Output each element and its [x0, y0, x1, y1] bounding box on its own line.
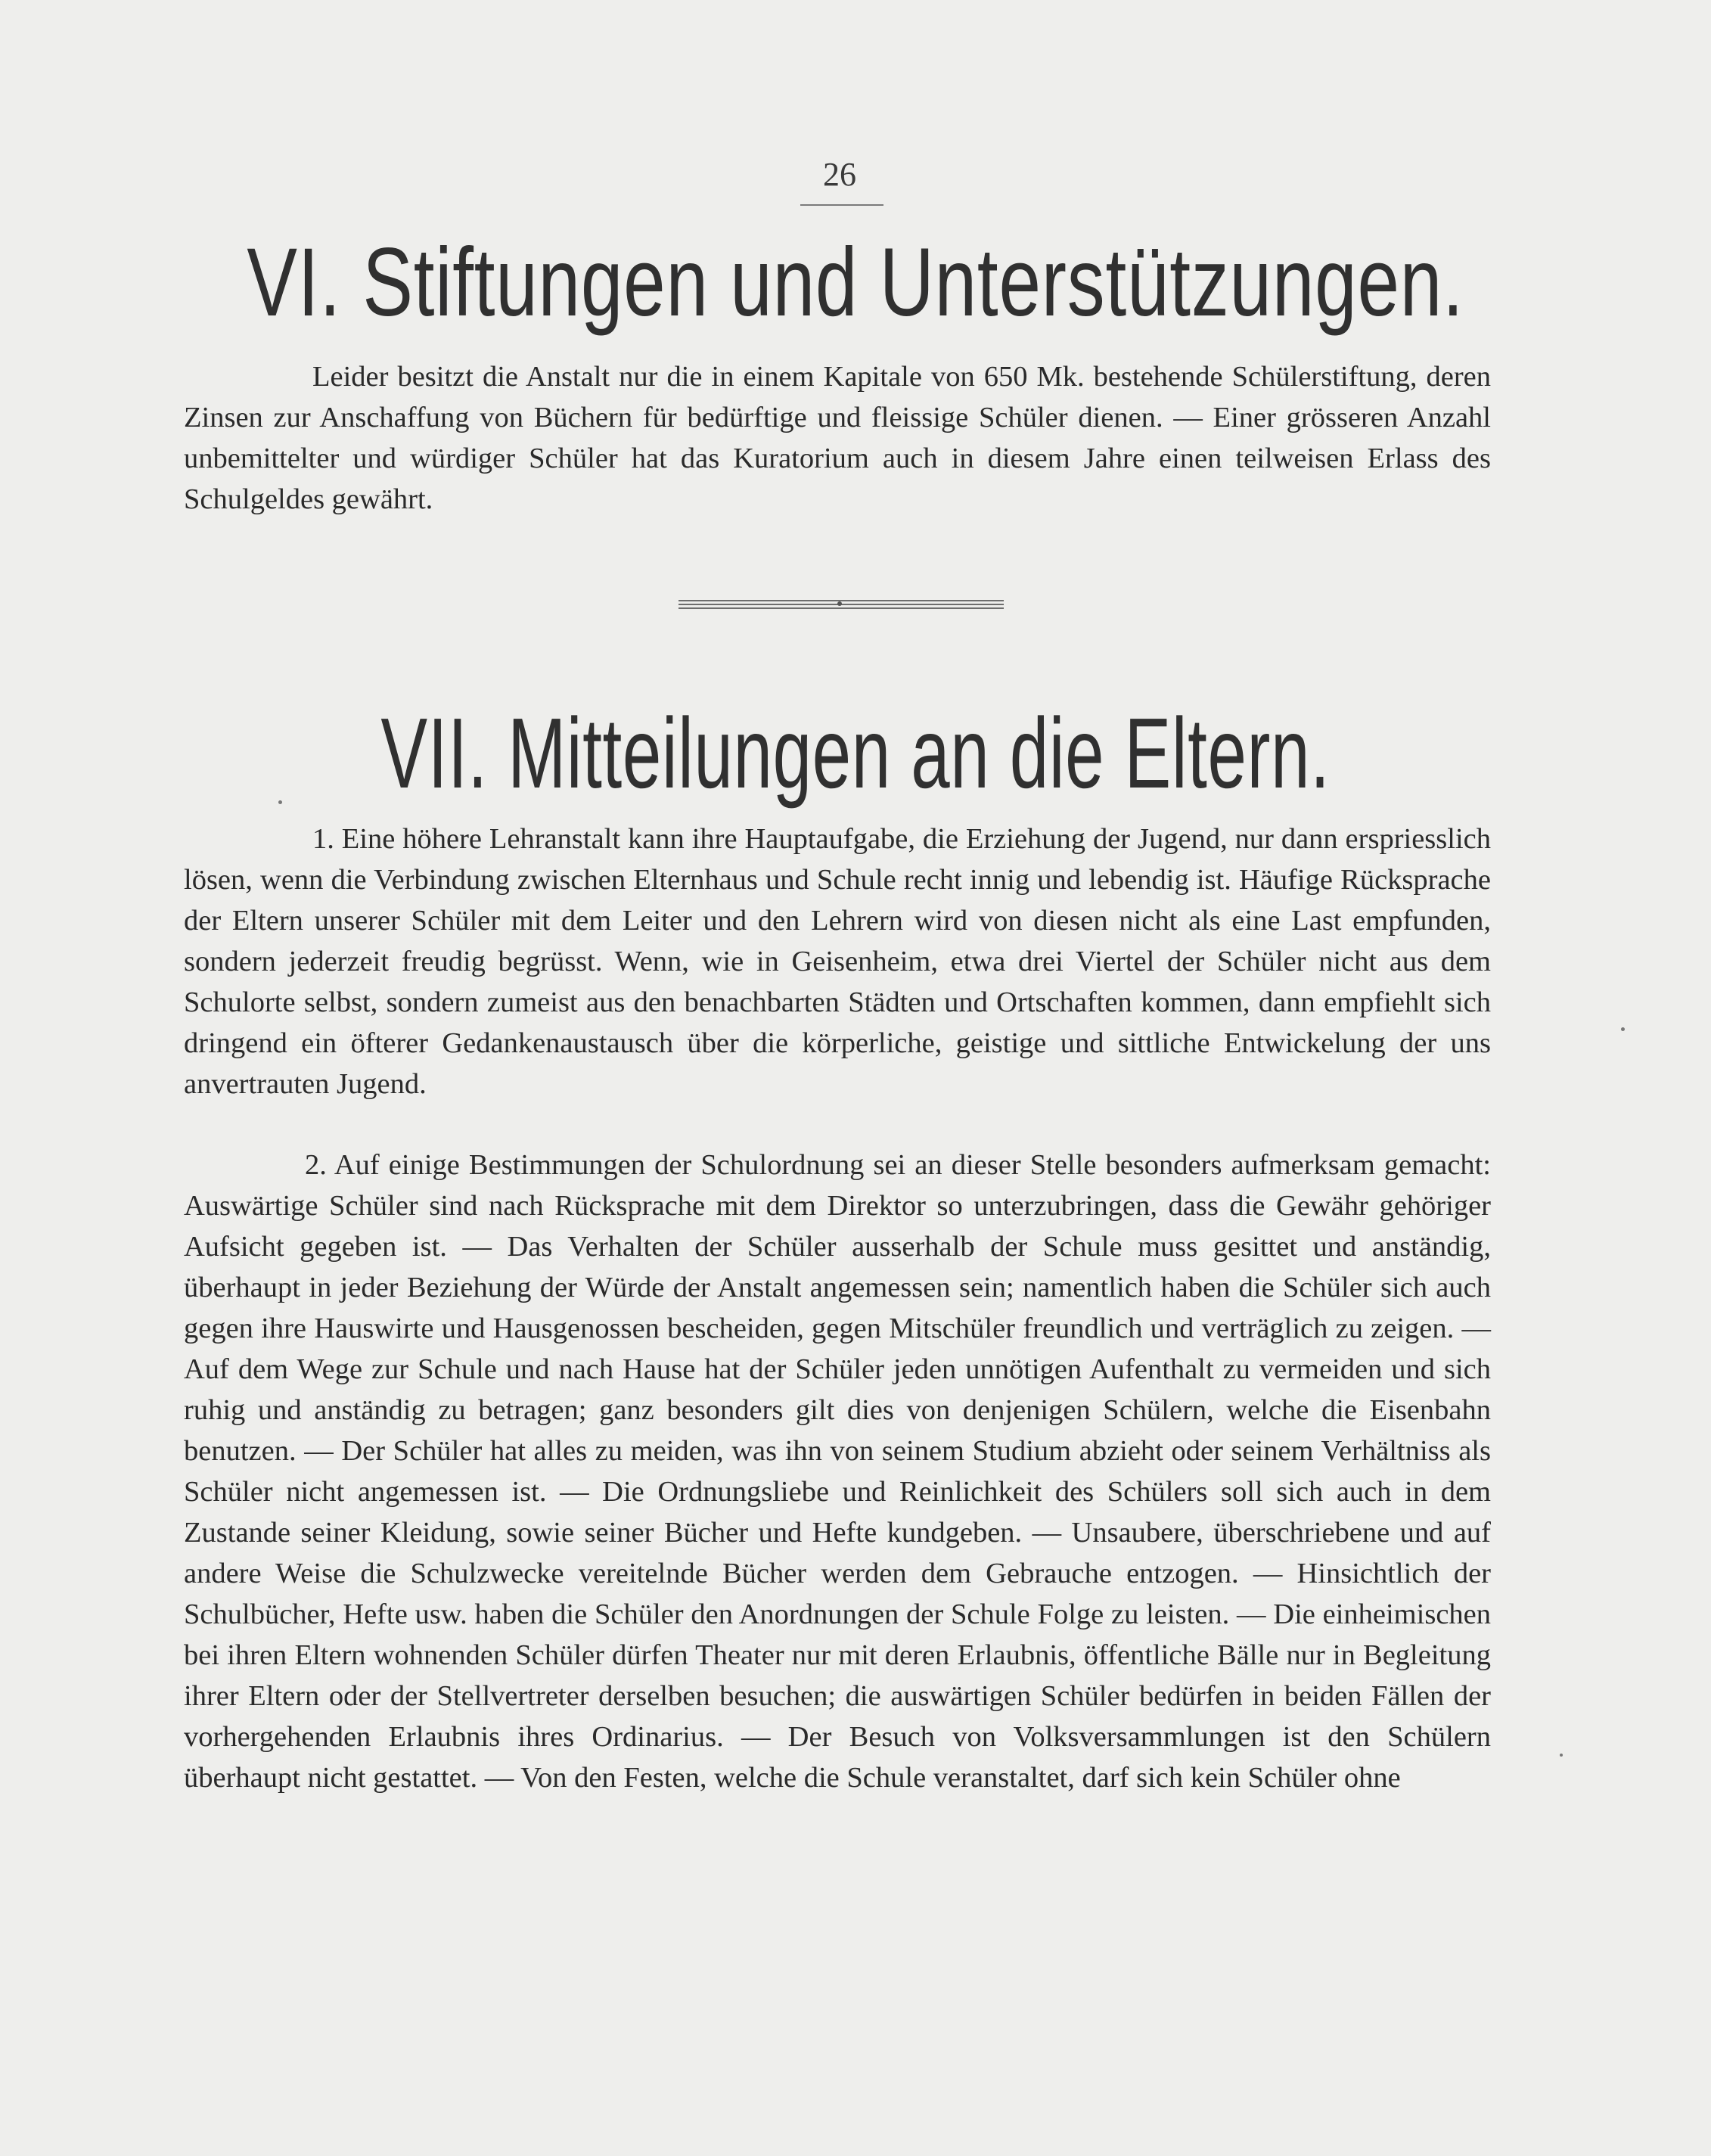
page-number: 26 — [823, 156, 856, 193]
section-six-paragraph: Leider besitzt die Anstalt nur die in einem Kapitale von 650 Mk. bestehende Schülerstiftung, deren Zinsen zur Anschaffung von Büchern für bedürftige und fleissige Schüler dienen. — Einer grösseren Anzahl unbemittelter und würdiger Schüler hat das Kuratorium auch in diesem Jahre einen teilweisen Erlass des Schulgeldes gewährt. — [184, 361, 1491, 515]
section-seven-paragraph-two: 2. Auf einige Bestimmungen der Schulordnung sei an dieser Stelle besonders aufmerksam gemacht: Auswärtige Schüler sind nach Rücksprache mit dem Direktor so unterzubringen, dass die Gewähr gehöriger Aufsicht gegeben ist. — Das Verhalten der Schüler ausserhalb der Schule muss gesittet und anständig, überhaupt in jeder Beziehung der Würde der Anstalt angemessen sein; namentlich haben die Schüler sich auch gegen ihre Hauswirte und Hausgenossen bescheiden, gegen Mitschüler freundlich und verträglich zu zeigen. — Auf dem Wege zur Schule und nach Hause hat der Schüler jeden unnötigen Aufenthalt zu vermeiden und sich ruhig und anständig zu betragen; ganz besonders gilt dies von denjenigen Schülern, welche die Eisenbahn benutzen. — Der Schüler hat alles zu meiden, was ihn von seinem Studium abzieht oder seinem Verhältniss als Schüler nicht angemessen ist. — Die Ordnungsliebe und Reinlichkeit des Schülers soll sich auch in dem Zustande seiner Kleidung, sowie seiner Bücher und Hefte kundgeben. — Unsaubere, überschriebene und auf andere Weise die Schulzwecke vereitelnde Bücher werden dem Gebrauche entzogen. — Hinsichtlich der Schulbücher, Hefte usw. haben die Schüler den Anordnungen der Schule Folge zu leisten. — Die einheimischen bei ihren Eltern wohnenden Schüler dürfen Theater nur mit deren Erlaubnis, öffentliche Bälle nur in Begleitung ihrer Eltern oder der Stellvertreter derselben besuchen; die auswärtigen Schüler bedürfen in beiden Fällen der vorhergehenden Erlaubnis ihres Ordinarius. — Der Besuch von Volksversammlungen ist den Schülern überhaupt nicht gestattet. — Von den Festen, welche die Schule veranstaltet, darf sich kein Schüler ohne — [184, 1149, 1491, 1794]
section-six-title: VI. Stiftungen und Unterstützungen. — [247, 228, 1464, 337]
section-seven-title: VII. Mitteilungen an die Eltern. — [380, 697, 1331, 809]
section-seven-paragraph-one: 1. Eine höhere Lehranstalt kann ihre Hauptaufgabe, die Erziehung der Jugend, nur dann erspriesslich lösen, wenn die Verbindung zwischen Elternhaus und Schule recht innig und lebendig ist. Häufige Rücksprache der Eltern unserer Schüler mit dem Leiter und den Lehrern wird von diesen nicht als eine Last empfunden, sondern jederzeit freudig begrüsst. Wenn, wie in Geisenheim, etwa drei Viertel der Schüler nicht aus dem Schulorte selbst, sondern zumeist aus den benachbarten Städten und Ortschaften kommen, dann empfiehlt sich dringend ein öfterer Gedankenaustausch über die körperliche, geistige und sittliche Entwickelung der uns anvertrauten Jugend. — [184, 823, 1491, 1100]
paper-speck — [1621, 1027, 1625, 1031]
section-divider — [678, 600, 1004, 607]
paper-speck — [1560, 1754, 1563, 1757]
page-number-rule — [800, 204, 883, 206]
paper-speck — [278, 800, 282, 804]
